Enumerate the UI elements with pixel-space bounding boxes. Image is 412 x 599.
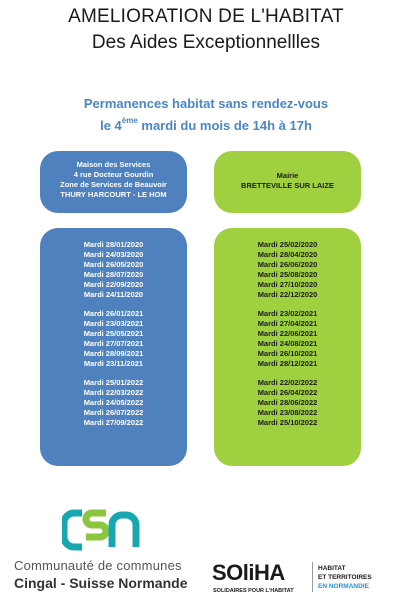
date-item: Mardi 22/02/2022 [257, 378, 318, 387]
date-item: Mardi 22/06/2021 [257, 329, 318, 338]
date-item: Mardi 22/09/2020 [83, 280, 144, 289]
dates-bretteville [214, 228, 361, 466]
location-line: Zone de Services de Beauvoir [60, 180, 167, 189]
ht-line1: HABITAT [318, 565, 346, 572]
date-item: Mardi 26/10/2021 [257, 349, 318, 358]
date-item: Mardi 26/04/2022 [257, 388, 318, 397]
date-item: Mardi 28/04/2020 [257, 250, 318, 259]
location-line: THURY HARCOURT - LE HOM [60, 190, 167, 199]
date-item: Mardi 28/12/2021 [257, 359, 318, 368]
date-group-2020 [40, 240, 187, 300]
date-item: Mardi 26/07/2022 [83, 408, 144, 417]
dates-thury-harcourt [40, 228, 187, 466]
date-item: Mardi 28/01/2020 [83, 240, 144, 249]
date-item: Mardi 28/06/2022 [257, 398, 318, 407]
location-bretteville [214, 151, 361, 213]
date-item: Mardi 25/02/2020 [257, 240, 318, 249]
page-subtitle: Des Aides Exceptionnellles [91, 32, 321, 53]
location-line: Mairie [276, 171, 299, 180]
soliha-tagline: SOLIDAIRES POUR L'HABITAT [213, 588, 294, 594]
date-group-2021 [40, 309, 187, 369]
ht-line2: ET TERRITOIRES [318, 574, 372, 581]
date-item: Mardi 25/08/2020 [257, 270, 318, 279]
soliha-logo: SOliHA [212, 560, 285, 585]
date-item: Mardi 24/11/2020 [83, 290, 144, 299]
ht-line3: EN NORMANDIE [318, 583, 369, 590]
date-item: Mardi 27/07/2021 [83, 339, 144, 348]
date-item: Mardi 23/08/2022 [257, 408, 318, 417]
date-item: Mardi 23/02/2021 [257, 309, 318, 318]
date-item: Mardi 22/03/2022 [83, 388, 144, 397]
location-line: Maison des Services [76, 160, 151, 169]
location-thury-harcourt [40, 151, 187, 213]
date-item: Mardi 23/03/2021 [83, 319, 144, 328]
date-item: Mardi 24/03/2020 [83, 250, 144, 259]
date-item: Mardi 24/08/2021 [257, 339, 318, 348]
logo-divider [312, 562, 313, 592]
cc-name-line1: Communauté de communes [14, 558, 182, 573]
date-group-2022 [40, 378, 187, 428]
date-item: Mardi 28/07/2020 [83, 270, 144, 279]
date-item: Mardi 25/01/2022 [83, 378, 144, 387]
date-group-2021 [214, 309, 361, 369]
date-item: Mardi 27/04/2021 [257, 319, 318, 328]
permanences-schedule: le 4ème mardi du mois de 14h à 17h [100, 116, 312, 133]
date-item: Mardi 27/10/2020 [257, 280, 318, 289]
location-line: BRETTEVILLE SUR LAIZE [241, 181, 334, 190]
location-line: 4 rue Docteur Gourdin [73, 170, 154, 179]
date-item: Mardi 26/05/2020 [83, 260, 144, 269]
page-title: AMELIORATION DE L'HABITAT [68, 6, 344, 27]
date-item: Mardi 27/09/2022 [83, 418, 144, 427]
date-group-2020 [214, 240, 361, 300]
cc-name-line2: Cingal - Suisse Normande [14, 575, 188, 591]
date-item: Mardi 24/05/2022 [83, 398, 144, 407]
date-item: Mardi 22/12/2020 [257, 290, 318, 299]
date-item: Mardi 28/09/2021 [83, 349, 144, 358]
date-item: Mardi 26/06/2020 [257, 260, 318, 269]
date-item: Mardi 26/01/2021 [83, 309, 144, 318]
csn-logo-icon [62, 505, 142, 555]
date-item: Mardi 25/05/2021 [83, 329, 144, 338]
date-item: Mardi 23/11/2021 [83, 359, 144, 368]
date-group-2022 [214, 378, 361, 428]
date-item: Mardi 25/10/2022 [257, 418, 318, 427]
permanences-heading: Permanences habitat sans rendez-vous [83, 96, 329, 111]
